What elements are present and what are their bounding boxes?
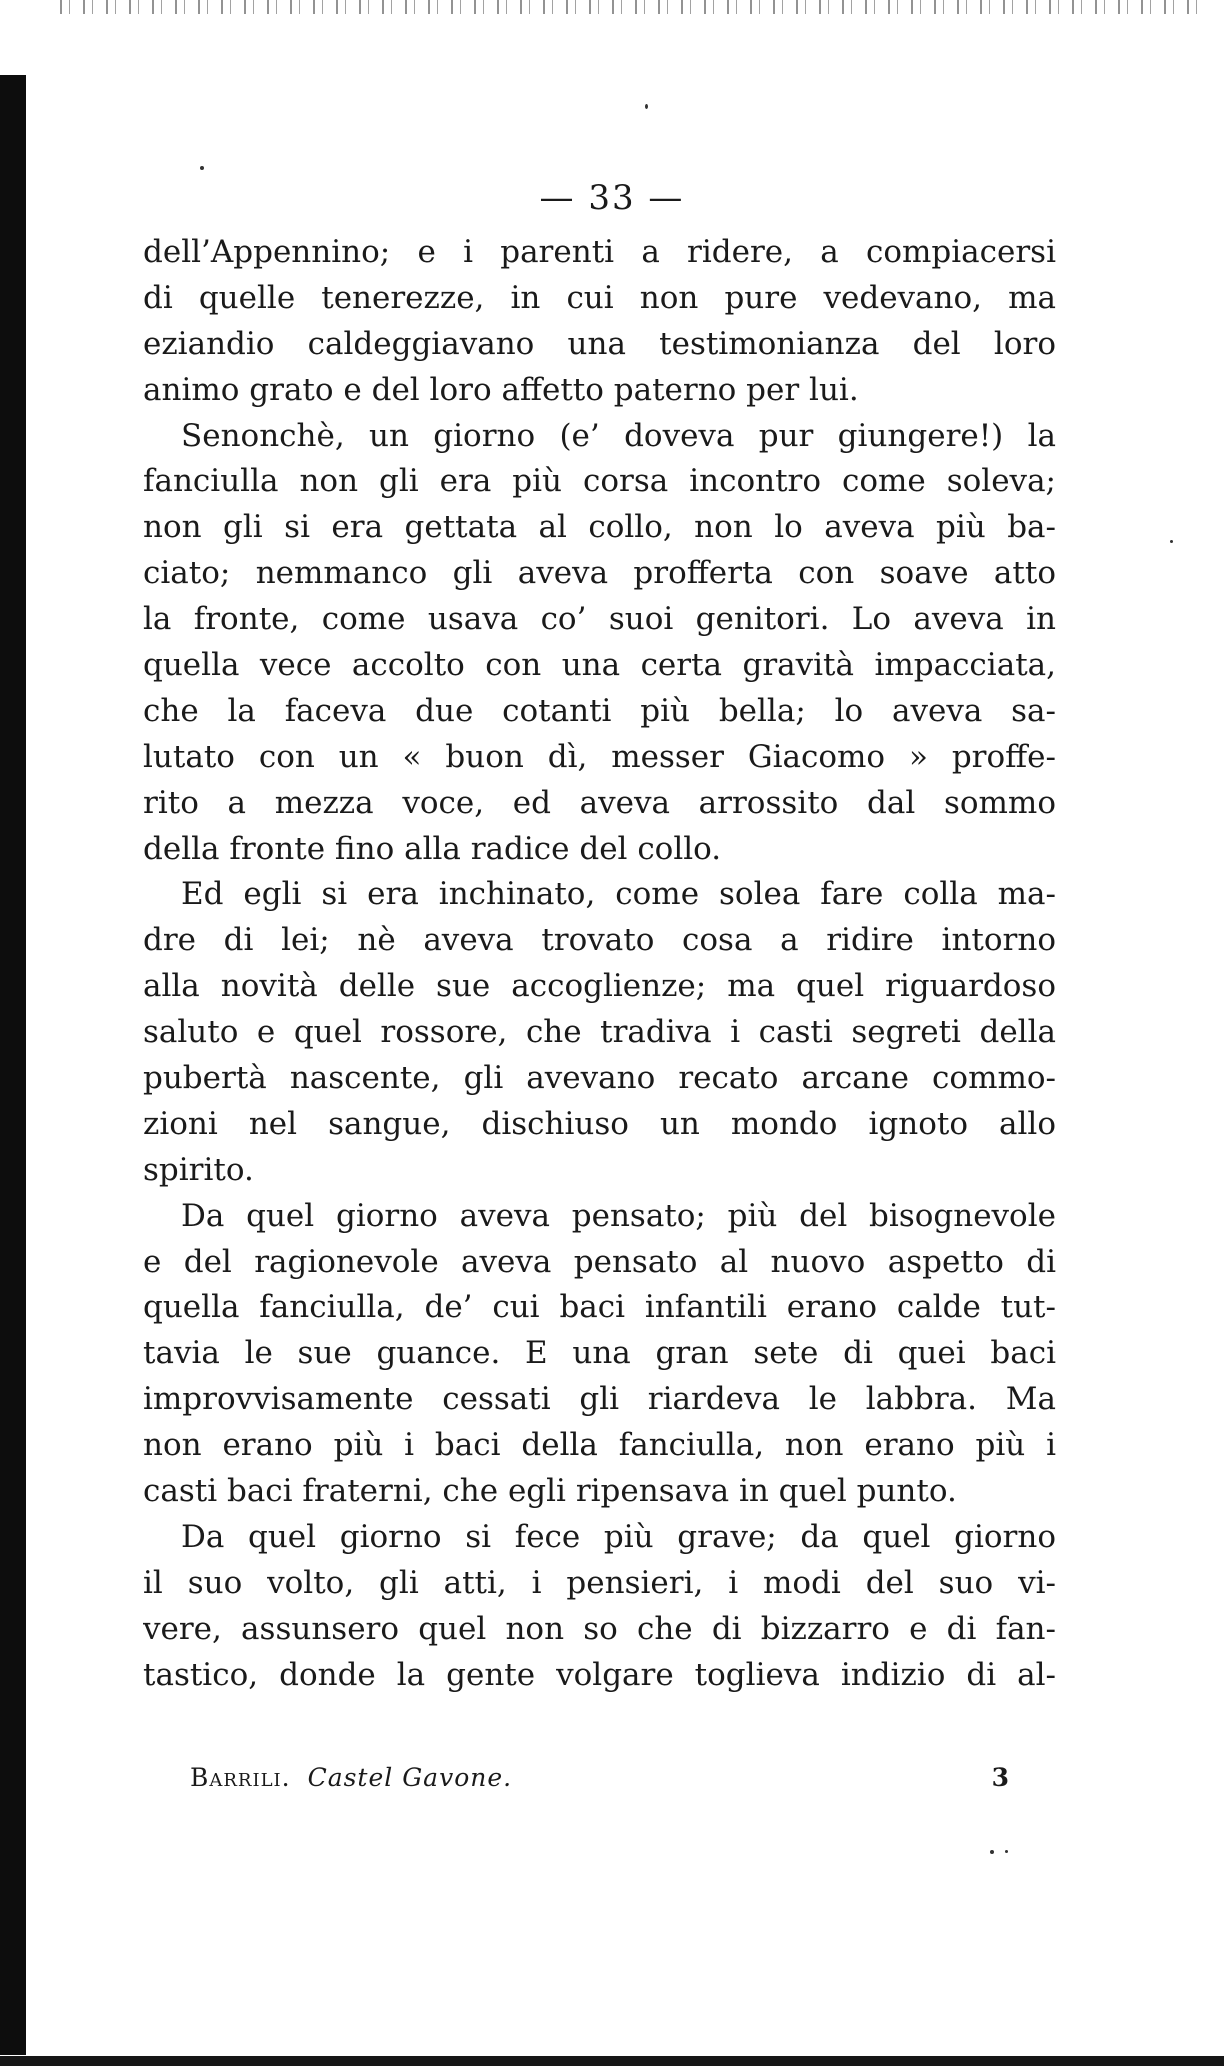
paragraph	[143, 414, 1056, 873]
scan-speck	[1005, 1850, 1008, 1853]
text-line: Ed egli si era inchinato, come solea fare colla ma-	[181, 876, 1056, 913]
text-line: saluto e quel rossore, che tradiva i casti segreti della	[143, 1014, 1056, 1051]
text-line: pubertà nascente, gli avevano recato arcane commo-	[143, 1060, 1056, 1097]
scan-left-border	[0, 75, 26, 2055]
paragraph	[143, 230, 1056, 414]
text-line: e del ragionevole aveva pensato al nuovo aspetto di	[143, 1243, 1056, 1280]
text-line: che la faceva due cotanti più bella; lo aveva sa-	[143, 692, 1056, 729]
text-line: vere, assunsero quel non so che di bizzarro e di fan-	[143, 1610, 1056, 1647]
text-line: della fronte fino alla radice del collo.	[143, 830, 722, 867]
text-line: Da quel giorno si fece più grave; da quel giorno	[181, 1518, 1056, 1555]
text-line: rito a mezza voce, ed aveva arrossito dal sommo	[143, 784, 1056, 821]
paragraph	[143, 1515, 1056, 1699]
text-line: il suo volto, gli atti, i pensieri, i modi del suo vi-	[143, 1564, 1056, 1601]
text-line: spirito.	[143, 1151, 254, 1188]
page-footer	[190, 1763, 1010, 1792]
footer-author: Barrili.	[190, 1763, 291, 1792]
page-number: — 33 —	[539, 178, 685, 218]
text-line: la fronte, come usava co’ suoi genitori. Lo aveva in	[143, 601, 1056, 638]
text-line: lutato con un « buon dì, messer Giacomo » proffe-	[143, 738, 1056, 775]
paragraph	[143, 872, 1056, 1193]
text-line: dell’Appennino; e i parenti a ridere, a compiacersi	[143, 234, 1056, 270]
scan-speck	[1170, 540, 1173, 543]
text-line: quella fanciulla, de’ cui baci infantili erano calde tut-	[143, 1289, 1056, 1326]
scan-speck	[200, 166, 204, 170]
text-line: eziandio caldeggiavano una testimonianza del loro	[143, 325, 1056, 362]
text-line: Da quel giorno aveva pensato; più del bisognevole	[181, 1197, 1056, 1234]
text-line: Senonchè, un giorno (e’ doveva pur giungere!) la	[181, 417, 1056, 454]
text-line: quella vece accolto con una certa gravità impacciata,	[143, 647, 1056, 684]
text-line: improvvisamente cessati gli riardeva le labbra. Ma	[143, 1381, 1056, 1418]
scan-speck	[990, 1850, 994, 1854]
text-line: alla novità delle sue accoglienze; ma quel riguardoso	[143, 968, 1056, 1005]
scan-top-noise	[60, 0, 1200, 14]
scan-bottom-border	[0, 2056, 1224, 2066]
text-line: dre di lei; nè aveva trovato cosa a ridire intorno	[143, 922, 1056, 959]
text-line: animo grato e del loro affetto paterno per lui.	[143, 371, 859, 408]
footer-book-title: Castel Gavone.	[307, 1763, 513, 1792]
text-line: non gli si era gettata al collo, non lo aveva più ba-	[143, 509, 1056, 546]
text-line: zioni nel sangue, dischiuso un mondo ignoto allo	[143, 1105, 1056, 1142]
footer-signature-mark: 3	[991, 1763, 1010, 1792]
text-line: tavia le sue guance. E una gran sete di quei baci	[143, 1335, 1056, 1372]
text-line: fanciulla non gli era più corsa incontro come soleva;	[143, 463, 1056, 500]
text-line: di quelle tenerezze, in cui non pure vedevano, ma	[143, 279, 1056, 316]
page-body	[143, 230, 1056, 1699]
text-line: ciato; nemmanco gli aveva profferta con soave atto	[143, 555, 1056, 592]
text-line: casti baci fraterni, che egli ripensava in quel punto.	[143, 1473, 957, 1510]
text-line: non erano più i baci della fanciulla, non erano più i	[143, 1427, 1056, 1464]
scan-speck	[645, 104, 648, 109]
paragraph	[143, 1194, 1056, 1515]
text-line: tastico, donde la gente volgare toglieva indizio di al-	[143, 1656, 1056, 1693]
